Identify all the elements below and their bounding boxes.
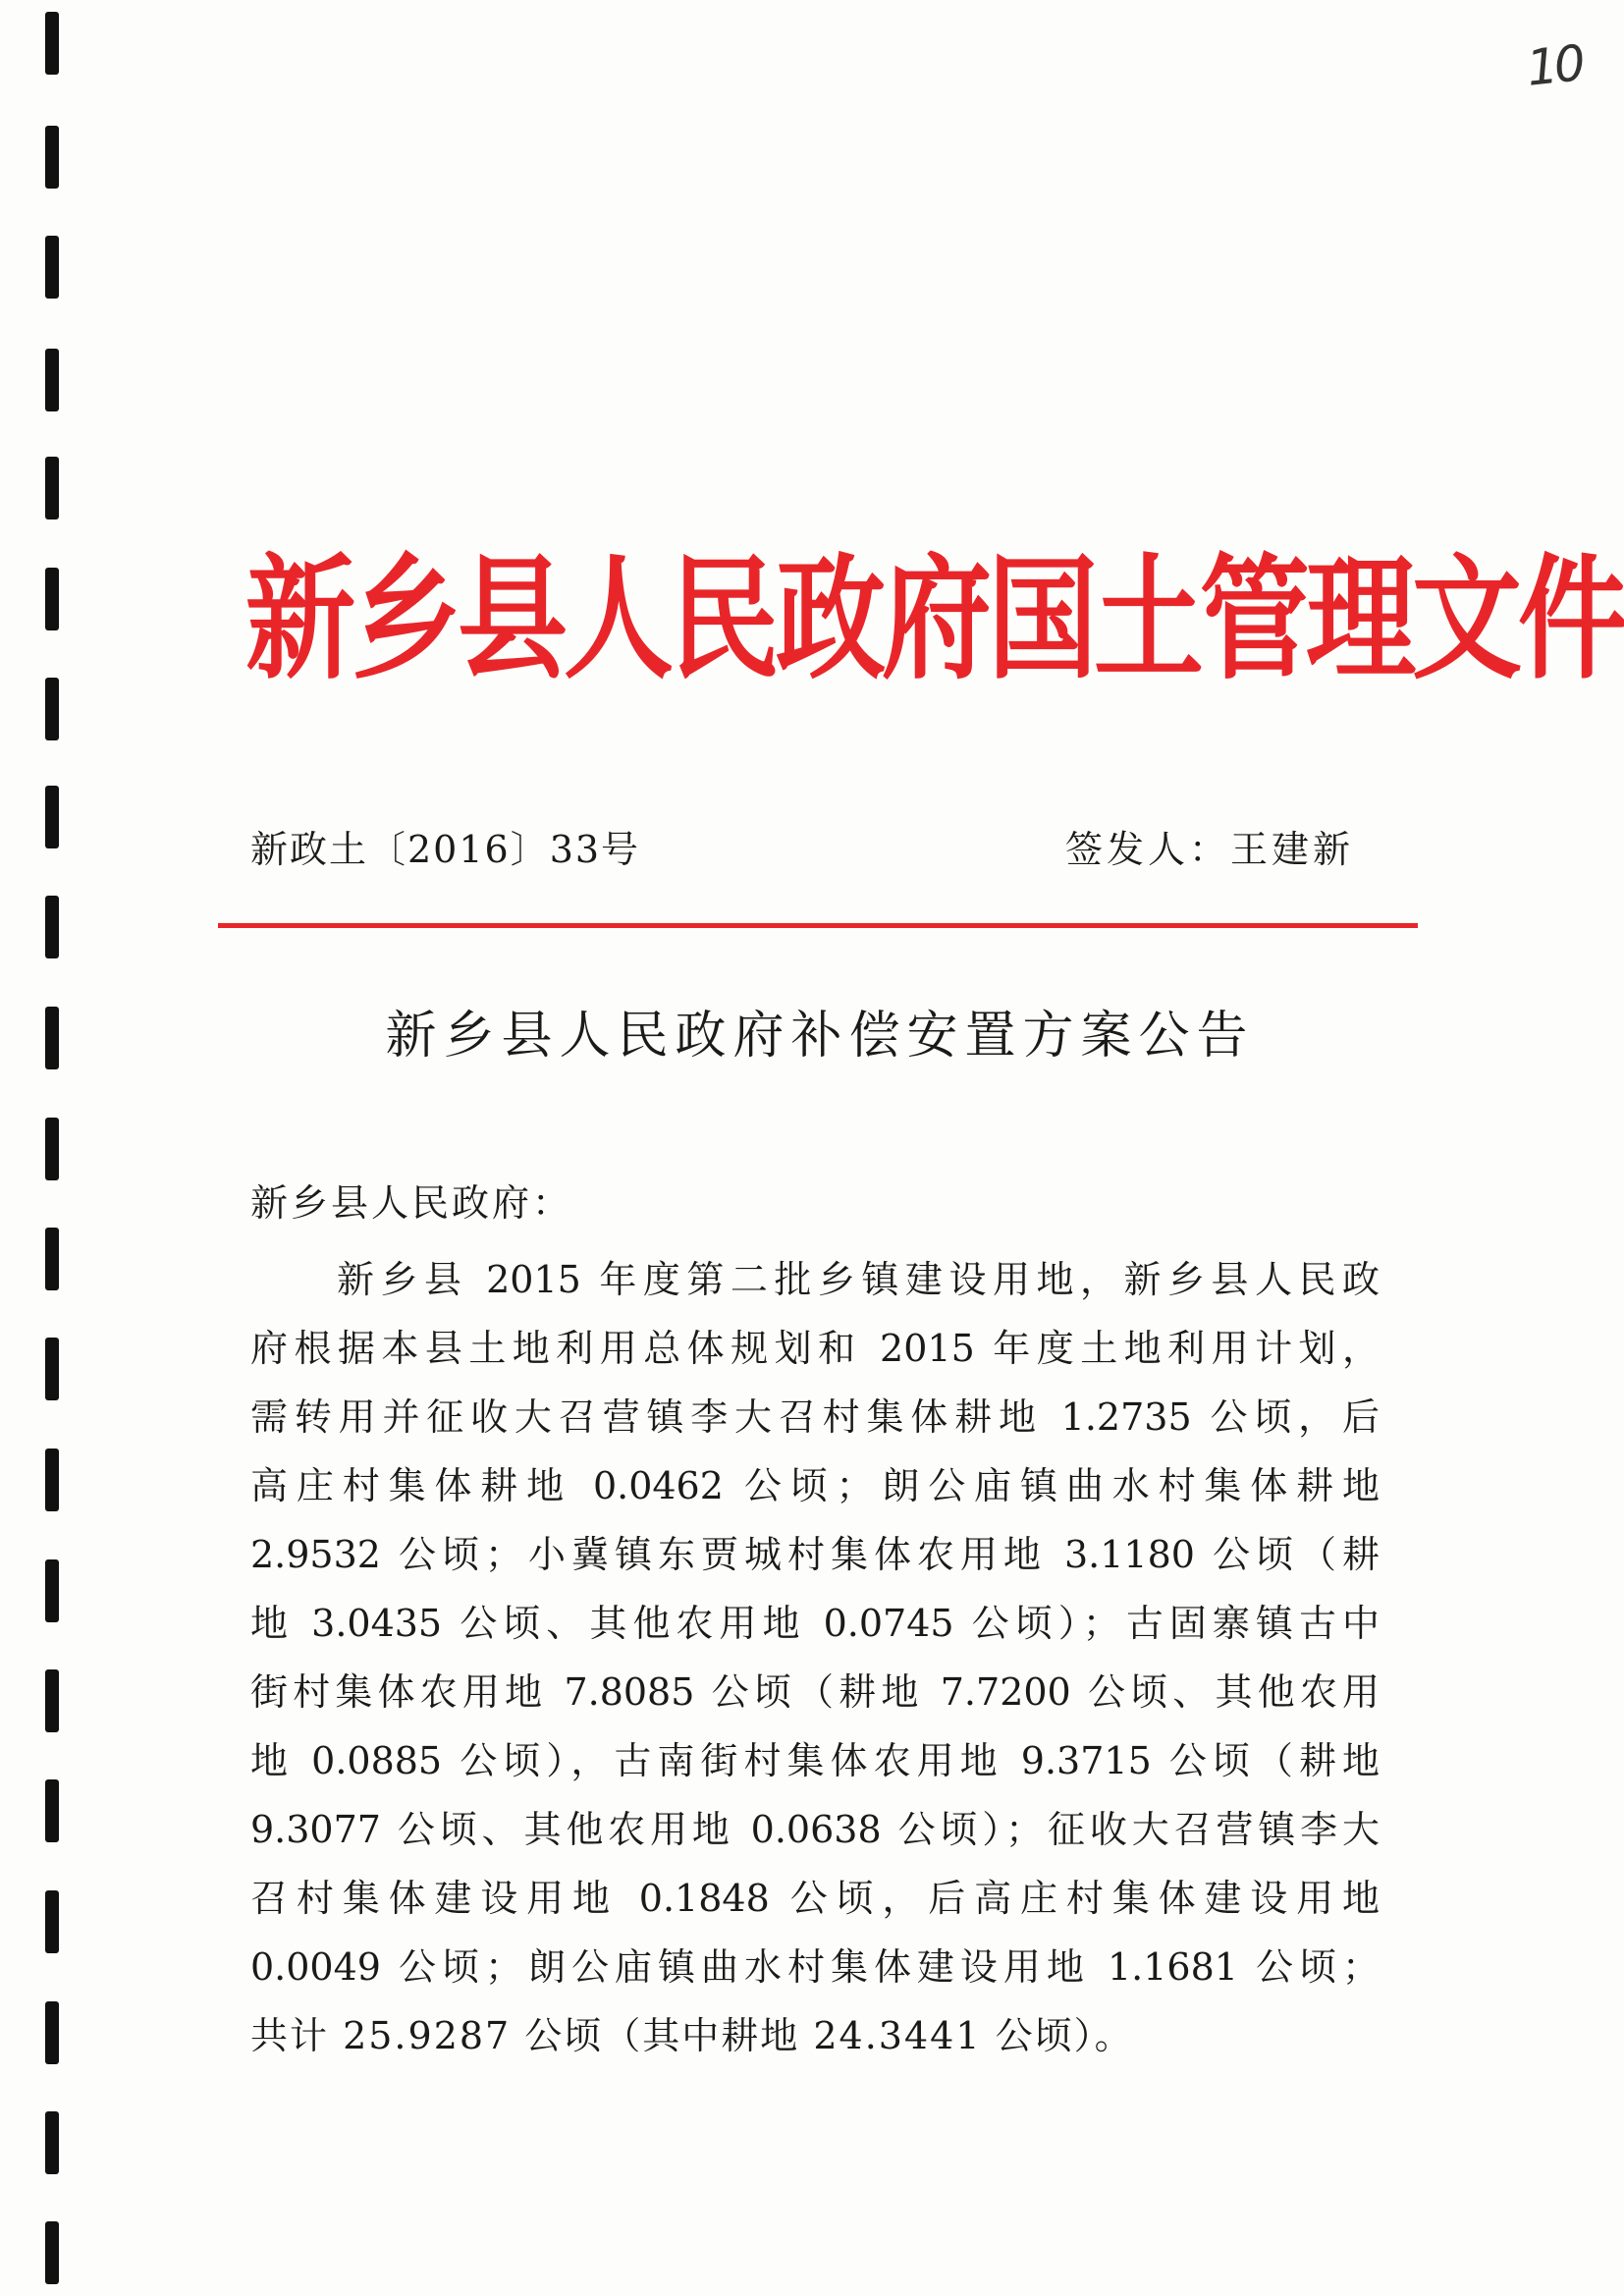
body-line: 地 0.0885 公顷），古南街村集体农用地 9.3715 公顷（耕地 (250, 1739, 1380, 1782)
binding-mark (45, 236, 59, 299)
binding-mark (45, 1449, 59, 1511)
document-number: 新政土〔2016〕33号 (250, 828, 641, 871)
binding-mark (45, 678, 59, 740)
binding-mark (45, 349, 59, 411)
binding-mark (45, 1890, 59, 1953)
red-divider-line (218, 923, 1418, 928)
body-line: 共计 25.9287 公顷（其中耕地 24.3441 公顷）。 (250, 2014, 1134, 2057)
document-title: 新乡县人民政府补偿安置方案公告 (385, 1007, 1255, 1066)
body-paragraph (250, 1245, 1380, 2070)
body-line: 街村集体农用地 7.8085 公顷（耕地 7.7200 公顷、其他农用 (250, 1670, 1380, 1714)
body-line: 新乡县 2015 年度第二批乡镇建设用地，新乡县人民政 (337, 1258, 1380, 1301)
binding-mark (45, 1779, 59, 1842)
document-masthead: 新乡县人民政府国土管理文件 (245, 542, 1624, 698)
body-line: 2.9532 公顷；小冀镇东贾城村集体农用地 3.1180 公顷（耕 (250, 1533, 1380, 1576)
binding-mark (45, 786, 59, 848)
body-line: 召村集体建设用地 0.1848 公顷，后高庄村集体建设用地 (250, 1877, 1380, 1920)
signer: 签发人：王建新 (1065, 828, 1355, 871)
body-line: 需转用并征收大召营镇李大召村集体耕地 1.2735 公顷，后 (250, 1395, 1380, 1439)
binding-mark (45, 457, 59, 519)
body-line: 府根据本县土地利用总体规划和 2015 年度土地利用计划， (250, 1327, 1380, 1370)
binding-mark (45, 126, 59, 189)
handwritten-page-number: 10 (1524, 34, 1585, 97)
binding-mark (45, 2001, 59, 2064)
binding-mark (45, 1669, 59, 1732)
binding-edge (39, 0, 69, 2296)
body-line: 高庄村集体耕地 0.0462 公顷；朗公庙镇曲水村集体耕地 (250, 1464, 1380, 1507)
binding-mark (45, 1007, 59, 1069)
binding-mark (45, 1228, 59, 1290)
binding-mark (45, 1118, 59, 1180)
binding-mark (45, 1559, 59, 1622)
binding-mark (45, 1338, 59, 1400)
binding-mark (45, 896, 59, 958)
binding-mark (45, 12, 59, 75)
body-line: 地 3.0435 公顷、其他农用地 0.0745 公顷）；古固寨镇古中 (250, 1602, 1380, 1645)
binding-mark (45, 2221, 59, 2284)
binding-mark (45, 2111, 59, 2174)
body-line: 9.3077 公顷、其他农用地 0.0638 公顷）；征收大召营镇李大 (250, 1808, 1380, 1851)
salutation: 新乡县人民政府： (250, 1181, 573, 1225)
binding-mark (45, 568, 59, 630)
body-line: 0.0049 公顷；朗公庙镇曲水村集体建设用地 1.1681 公顷； (250, 1945, 1380, 1989)
